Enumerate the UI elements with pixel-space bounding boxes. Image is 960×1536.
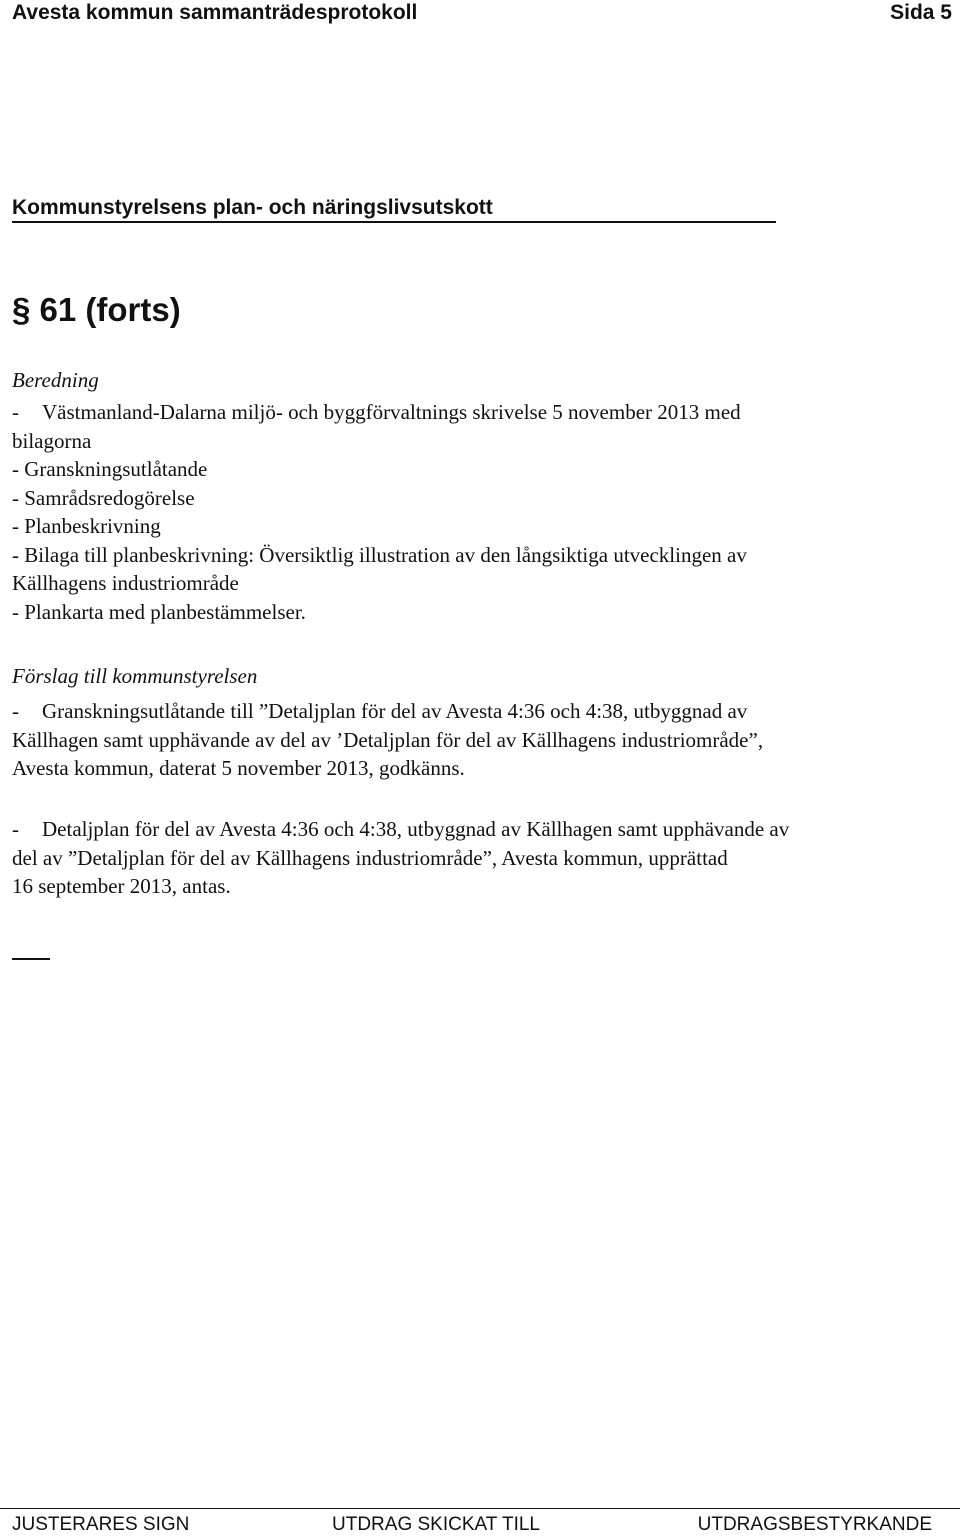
forslag-item-1 <box>12 697 912 783</box>
section-title: § 61 (forts) <box>12 291 181 328</box>
end-of-section-rule <box>12 958 50 960</box>
list-dash: - <box>12 400 19 424</box>
forslag-text: Detaljplan för del av Avesta 4:36 och 4:38, utbyggnad av Källhagen samt upphävande av <box>42 817 790 841</box>
forslag-item-2-line3: 16 september 2013, antas. <box>12 874 231 898</box>
forslag-heading: Förslag till kommunstyrelsen <box>12 664 258 688</box>
footer-utdragsbestyrkande: UTDRAGSBESTYRKANDE <box>697 1514 932 1535</box>
forslag-item-2-line1 <box>12 815 912 844</box>
forslag-item-2 <box>12 815 912 901</box>
footer-rule <box>0 1508 960 1509</box>
list-item: - Granskningsutlåtande <box>12 457 208 481</box>
list-item: - Planbeskrivning <box>12 514 161 538</box>
list-item: - Samrådsredogörelse <box>12 485 195 510</box>
forslag-text: Granskningsutlåtande till ”Detaljplan för del av Avesta 4:36 och 4:38, utbyggnad av <box>42 699 748 723</box>
list-item: Källhagens industriområde <box>12 571 239 595</box>
footer-utdrag-skickat-till: UTDRAG SKICKAT TILL <box>332 1514 540 1535</box>
forslag-item-2-line2: del av ”Detaljplan för del av Källhagens industriområde”, Avesta kommun, upprättad <box>12 845 728 870</box>
list-dash: - <box>12 817 19 841</box>
footer-justerares-sign: JUSTERARES SIGN <box>12 1514 190 1535</box>
forslag-item-1-line3: Avesta kommun, daterat 5 november 2013, godkänns. <box>12 756 465 780</box>
forslag-item-1-line1 <box>12 697 912 726</box>
page-number: Sida 5 <box>890 1 952 24</box>
list-item: - Plankarta med planbestämmelser. <box>12 599 306 624</box>
committee-name: Kommunstyrelsens plan- och näringslivsutskott <box>12 196 493 219</box>
beredning-main-line1: Västmanland-Dalarna miljö- och byggförvaltnings skrivelse 5 november 2013 med <box>42 400 741 424</box>
beredning-list <box>12 398 912 626</box>
forslag-item-1-line2: Källhagen samt upphävande av del av ’Detaljplan för del av Källhagens industriområde”, <box>12 727 764 752</box>
document-title: Avesta kommun sammanträdesprotokoll <box>12 1 418 24</box>
beredning-main-item <box>12 398 912 427</box>
list-dash: - <box>12 699 19 723</box>
committee-underline <box>12 221 776 223</box>
beredning-heading: Beredning <box>12 368 99 392</box>
beredning-main-line2: bilagorna <box>12 428 92 453</box>
list-item: - Bilaga till planbeskrivning: Översiktlig illustration av den långsiktiga utvecklingen av <box>12 542 747 567</box>
